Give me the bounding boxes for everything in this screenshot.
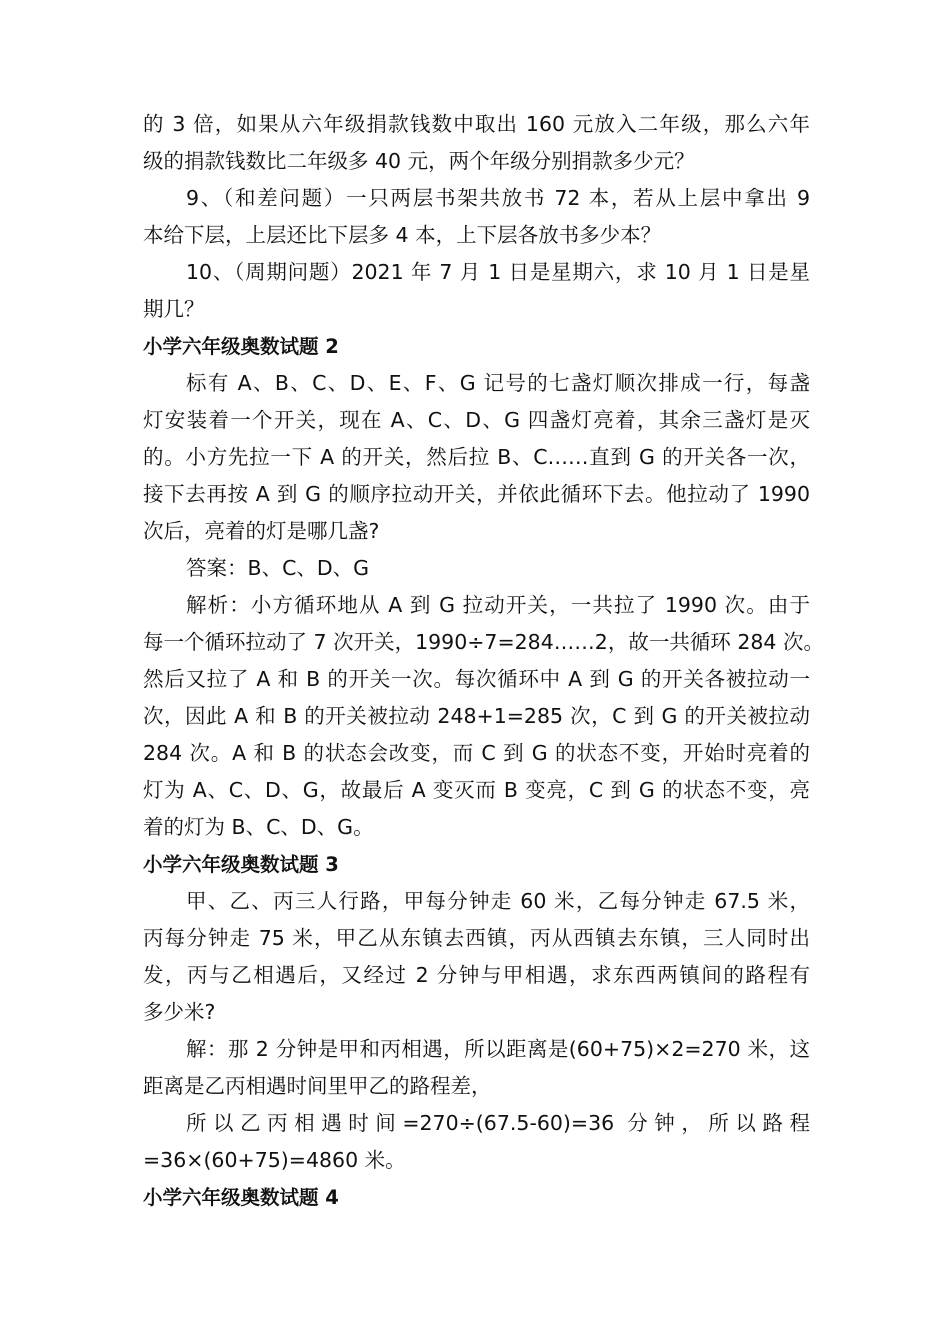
text-line: 灯为 A、C、D、G，故最后 A 变灭而 B 变亮，C 到 G 的状态不变，亮 [143, 778, 810, 802]
text-line: 本给下层，上层还比下层多 4 本，上下层各放书多少本？ [143, 223, 662, 247]
text-line: 发，丙与乙相遇后，又经过 2 分钟与甲相遇，求东西两镇间的路程有 [143, 963, 810, 987]
text-line: 标有 A、B、C、D、E、F、G 记号的七盏灯顺次排成一行，每盏 [186, 371, 810, 395]
text-line: 灯安装着一个开关，现在 A、C、D、G 四盏灯亮着，其余三盏灯是灭 [143, 408, 810, 432]
text-line: 甲、乙、丙三人行路，甲每分钟走 60 米，乙每分钟走 67.5 米， [186, 889, 810, 913]
section-heading: 小学六年级奥数试题 4 [143, 1186, 339, 1209]
text-line: 9、（和差问题）一只两层书架共放书 72 本，若从上层中拿出 9 [186, 186, 810, 210]
text-line: =36×(60+75)=4860 米。 [143, 1148, 406, 1172]
section-heading: 小学六年级奥数试题 2 [143, 335, 339, 358]
text-line: 解：那 2 分钟是甲和丙相遇，所以距离是(60+75)×2=270 米，这 [186, 1037, 810, 1061]
text-line: 的 3 倍，如果从六年级捐款钱数中取出 160 元放入二年级，那么六年 [143, 112, 810, 136]
text-line: 期几？ [143, 297, 205, 321]
text-line: 丙每分钟走 75 米，甲乙从东镇去西镇，丙从西镇去东镇，三人同时出 [143, 926, 810, 950]
text-line: 着的灯为 B、C、D、G。 [143, 815, 374, 839]
text-line: 接下去再按 A 到 G 的顺序拉动开关，并依此循环下去。他拉动了 1990 [143, 482, 810, 506]
text-line: 10、（周期问题）2021 年 7 月 1 日是星期六，求 10 月 1 日是星 [186, 260, 810, 284]
text-line: 级的捐款钱数比二年级多 40 元，两个年级分别捐款多少元？ [143, 149, 695, 173]
text-line: 所以乙丙相遇时间=270÷(67.5-60)=36 分钟，所以路程 [186, 1111, 810, 1135]
text-line: 每一个循环拉动了 7 次开关，1990÷7=284……2，故一共循环 284 次。 [143, 630, 824, 654]
text-line: 然后又拉了 A 和 B 的开关一次。每次循环中 A 到 G 的开关各被拉动一 [143, 667, 810, 691]
document-page [143, 106, 824, 1216]
text-line: 次，因此 A 和 B 的开关被拉动 248+1=285 次，C 到 G 的开关被拉动 [143, 704, 810, 728]
text-line: 次后，亮着的灯是哪几盏? [143, 519, 380, 543]
text-line: 距离是乙丙相遇时间里甲乙的路程差， [143, 1074, 492, 1098]
text-line: 解析：小方循环地从 A 到 G 拉动开关，一共拉了 1990 次。由于 [186, 593, 810, 617]
text-line: 多少米? [143, 1000, 216, 1024]
text-line: 答案：B、C、D、G [186, 556, 370, 580]
text-line: 的。小方先拉一下 A 的开关，然后拉 B、C……直到 G 的开关各一次， [143, 445, 810, 469]
text-line: 284 次。A 和 B 的状态会改变，而 C 到 G 的状态不变，开始时亮着的 [143, 741, 810, 765]
section-heading: 小学六年级奥数试题 3 [143, 853, 339, 876]
